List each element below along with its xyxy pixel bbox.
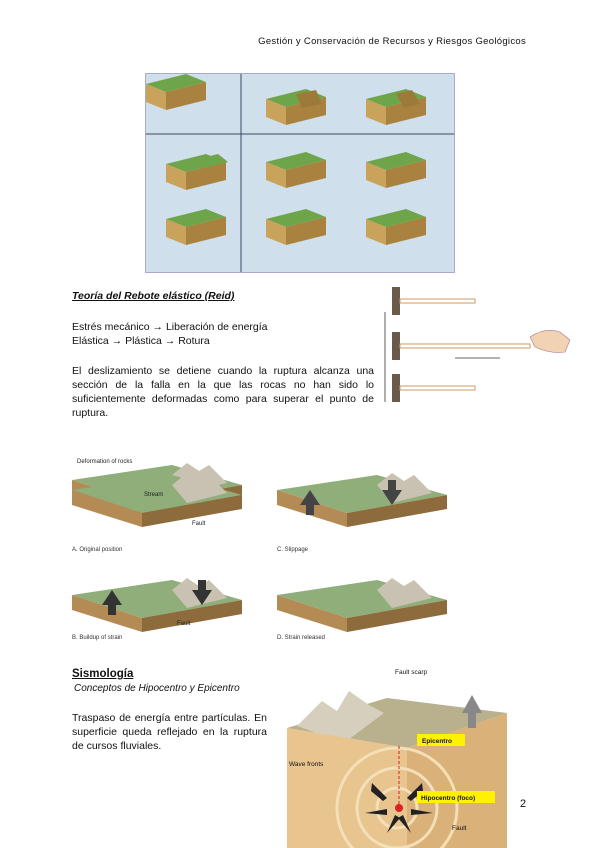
seismic-figure — [277, 668, 512, 848]
page-number: 2 — [520, 798, 527, 810]
deformation-line: Elástica → Plástica → Rotura — [72, 335, 210, 347]
deformation-figure-title: Deformation of rocks — [77, 459, 133, 465]
fault-label-seismic: Fault — [452, 825, 467, 832]
stream-label: Stream — [144, 492, 164, 498]
elastic-rebound-diagram — [380, 282, 575, 412]
fault-label-b: Fault — [177, 621, 191, 627]
fault-label: Fault — [192, 521, 206, 527]
stress-line: Estrés mecánico → Liberación de energía — [72, 321, 268, 333]
caption-c: C. Slippage — [277, 547, 309, 553]
caption-d: D. Strain released — [277, 635, 326, 641]
caption-b: B. Buildup of strain — [72, 635, 123, 641]
epicentro-label: Epicentro — [422, 738, 452, 745]
wave-fronts-label: Wave fronts — [289, 761, 324, 768]
seismology-subtitle: Conceptos de Hipocentro y Epicentro — [74, 683, 240, 694]
elastic-rebound-paragraph: El deslizamiento se detiene cuando la ruptura alcanza una sección de la falla en la que las rocas no han sido lo suficientemente deformadas como para superar el punto de ruptura. — [72, 365, 374, 419]
elastic-rebound-title: Teoría del Rebote elástico (Reid) — [72, 290, 235, 302]
seismology-paragraph: Traspaso de energía entre partículas. En superficie queda reflejado en la ruptura de cursos fluviales. — [72, 712, 267, 752]
fault-types-figure — [145, 73, 455, 273]
fault-blocks-illustration — [146, 74, 454, 272]
caption-a: A. Original position — [72, 547, 123, 553]
page-header: Gestión y Conservación de Recursos y Riesgos Geológicos — [258, 36, 526, 47]
seismology-title: Sismología — [72, 668, 134, 680]
fault-scarp-label: Fault scarp — [395, 669, 428, 676]
hipocentro-label: Hipocentro (foco) — [421, 795, 476, 802]
deformation-figure — [72, 455, 472, 650]
